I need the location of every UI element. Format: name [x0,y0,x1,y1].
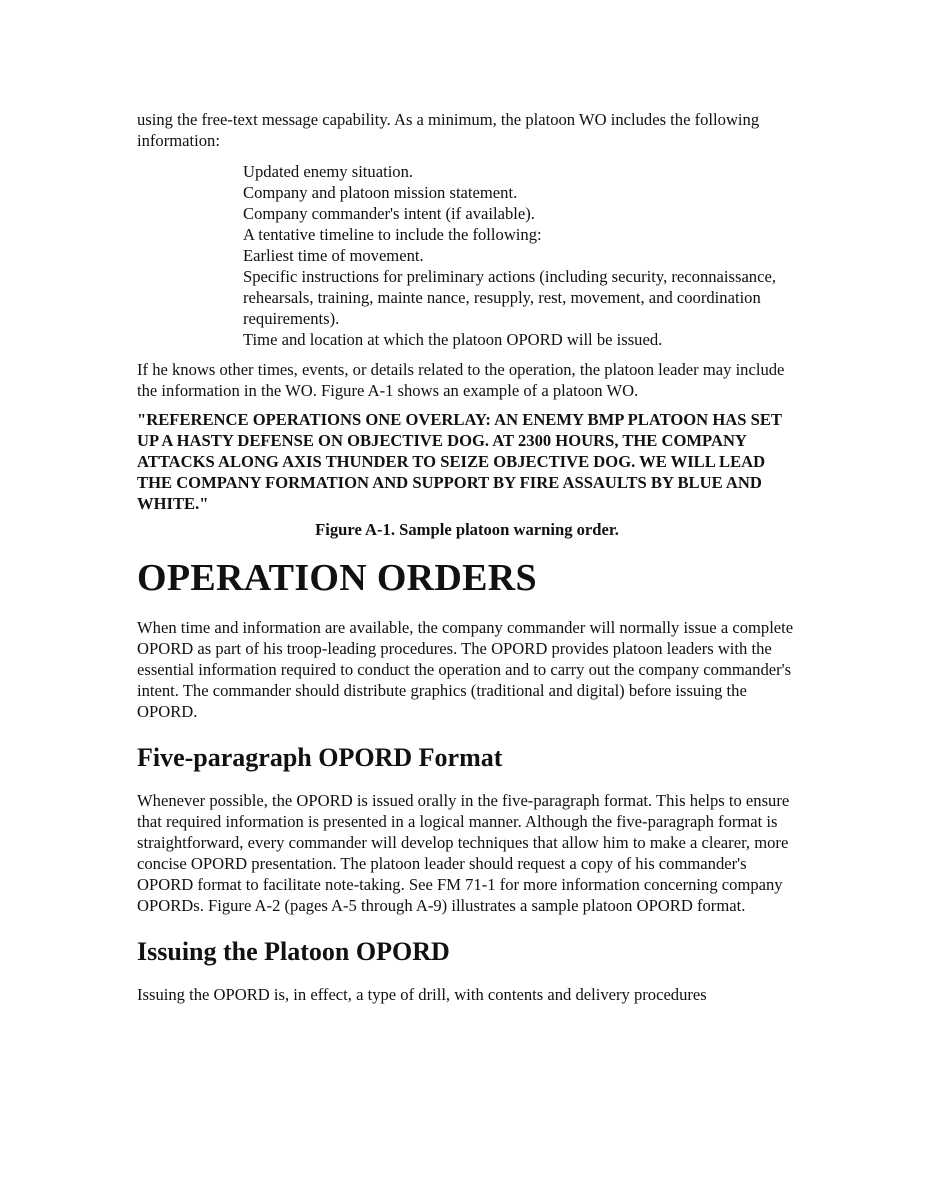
figure-caption: Figure A-1. Sample platoon warning order. [315,520,619,539]
section-paragraph: When time and information are available, the company commander will normally issue a complete OPORD as part of his troop-leading procedures. The OPORD provides platoon leaders with the essential information required to conduct the operation and to carry out the company commander's intent. The commander should distribute graphics (traditional and digital) before issuing the OPORD. [137,618,794,721]
list-item: Earliest time of movement. [243,246,424,265]
subsection-paragraph-issuing: Issuing the OPORD is, in effect, a type of drill, with contents and delivery procedures [137,985,707,1004]
subsection-paragraph-format: Whenever possible, the OPORD is issued orally in the five-paragraph format. This helps to ensure that required information is presented in a logical manner. Although the five-paragraph format is straightforward, every commander will develop techniques that allow him to make a clearer, more concise OPORD presentation. The platoon leader should request a copy of his commander's OPORD format to facilitate note-taking. See FM 71-1 for more information concerning company OPORDs. Figure A-2 (pages A-5 through A-9) illustrates a sample platoon OPORD format. [137,791,790,915]
list-item: Specific instructions for preliminary actions (including security, reconnaissance, rehearsals, training, mainte nance, resupply, rest, movement, and coordination requirements). [243,267,776,328]
subsection-heading-format: Five-paragraph OPORD Format [137,743,503,772]
list-item: Company commander's intent (if available). [243,204,535,223]
after-list-paragraph: If he knows other times, events, or details related to the operation, the platoon leader may include the information in the WO. Figure A-1 shows an example of a platoon WO. [137,360,785,400]
list-item: A tentative timeline to include the following: [243,225,542,244]
document-page [137,109,797,1005]
warning-order-list [243,161,797,350]
section-heading: OPERATION ORDERS [137,557,537,599]
list-item: Company and platoon mission statement. [243,183,518,202]
intro-paragraph: using the free-text message capability. As a minimum, the platoon WO includes the following information: [137,110,760,150]
subsection-heading-issuing: Issuing the Platoon OPORD [137,937,450,966]
list-item: Updated enemy situation. [243,162,414,181]
list-item: Time and location at which the platoon OPORD will be issued. [243,330,663,349]
sample-warning-order-text: "REFERENCE OPERATIONS ONE OVERLAY: AN ENEMY BMP PLATOON HAS SET UP A HASTY DEFENSE ON OBJECTIVE DOG. AT 2300 HOURS, THE COMPANY ATTACKS ALONG AXIS THUNDER TO SEIZE OBJECTIVE DOG. WE WILL LEAD THE COMPANY FORMATION AND SUPPORT BY FIRE ASSAULTS BY BLUE AND WHITE." [137,410,782,513]
